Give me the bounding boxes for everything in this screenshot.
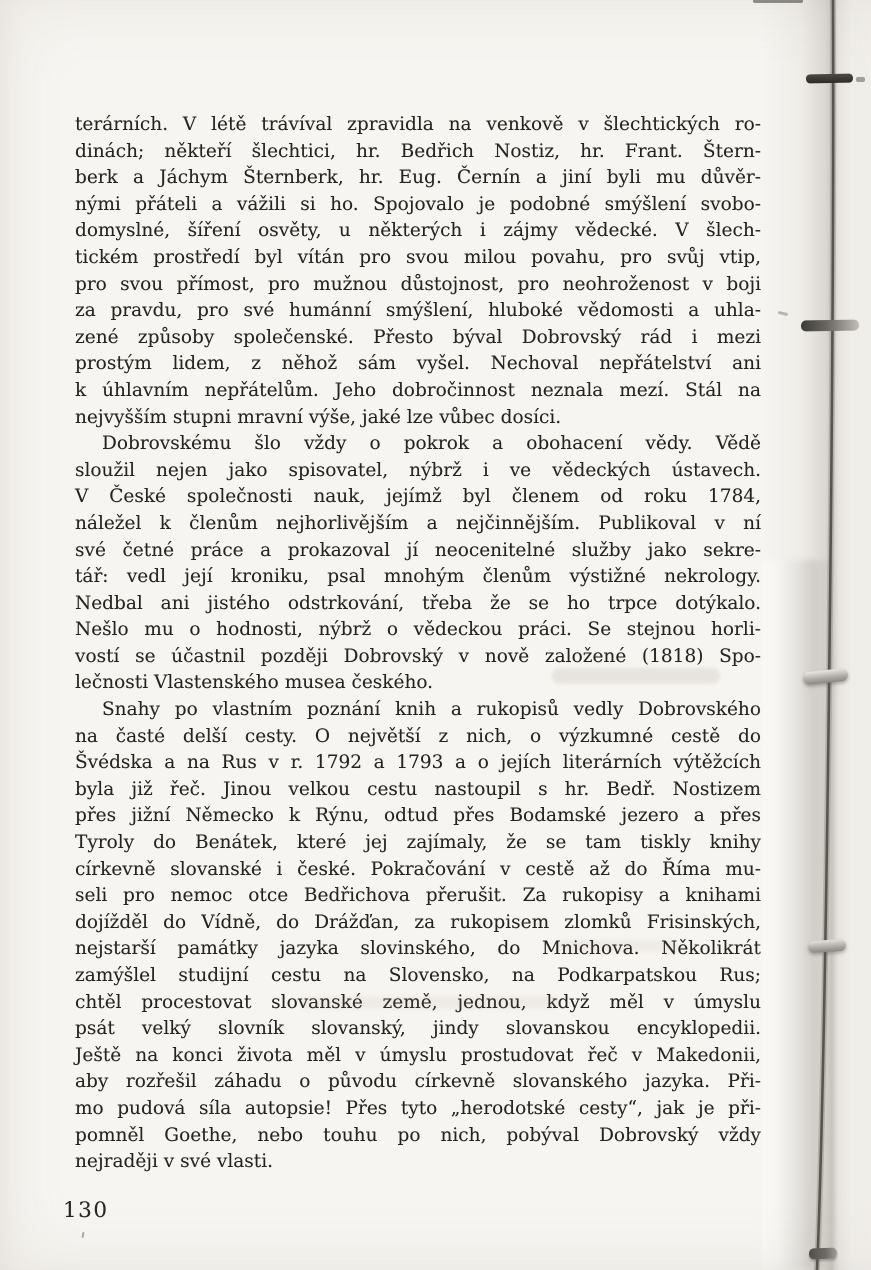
text-line: lečnosti Vlastenského musea českého. <box>75 672 434 694</box>
text-line: církevně slovanské i české. Pokračování v cestě až do Říma mu- <box>75 858 761 880</box>
ink-speck <box>81 1232 84 1238</box>
text-line: dojížděl do Vídně, do Drážďan, za rukopisem zlomků Frisinských, <box>75 911 761 933</box>
text-line: nejraději v své vlasti. <box>75 1151 274 1173</box>
binding-curl-highlight <box>762 560 832 1270</box>
binding-stitch <box>809 1248 837 1260</box>
ink-speck <box>778 311 788 316</box>
paragraph <box>75 112 761 431</box>
binding-stitch <box>806 74 853 84</box>
text-line: za pravdu, pro své humánní smýšlení, hluboké vědomosti a uhla- <box>75 300 761 322</box>
text-line: přes jižní Německo k Rýnu, odtud přes Bodamské jezero a přes <box>75 805 761 827</box>
text-line: aby rozřešil záhadu o původu církevně slovanského jazyka. Při- <box>75 1071 761 1093</box>
text-line: chtěl procestovat slovanské země, jednou, když měl v úmyslu <box>75 991 761 1013</box>
text-line: seli pro nemoc otce Bedřichova přerušit. Za rukopisy a knihami <box>75 885 761 907</box>
binding-stitch-fleck <box>856 77 865 82</box>
text-line: nými přáteli a vážili si ho. Spojovalo je podobné smýšlení svobo- <box>75 193 761 215</box>
text-line: Nedbal ani jistého odstrkování, třeba že se ho trpce dotýkalo. <box>75 592 761 614</box>
text-line: Ještě na konci života měl v úmyslu prostudovat řeč v Makedonii, <box>75 1044 761 1066</box>
text-line: byla již řeč. Jinou velkou cestu nastoupil s hr. Bedř. Nostizem <box>75 778 761 800</box>
text-line: Tyroly do Benátek, které jej zajímaly, že se tam tiskly knihy <box>75 832 761 854</box>
text-line: Dobrovskému šlo vždy o pokrok a obohacení vědy. Vědě <box>102 433 761 455</box>
binding-shadow <box>762 0 871 1270</box>
page-number: 130 <box>63 1198 109 1223</box>
text-line: své četné práce a prokazoval jí neocenitelné služby jako sekre- <box>75 539 761 561</box>
text-line: tář: vedl její kroniku, psal mnohým členům výstižné nekrology. <box>75 566 761 588</box>
text-line: náležel k členům nejhorlivějším a nejčinnějším. Publikoval v ní <box>75 512 761 534</box>
text-line: vostí se účastnil později Dobrovský v nově založené (1818) Spo- <box>75 645 761 667</box>
paragraph <box>75 431 761 697</box>
text-line: zamýšlel studijní cestu na Slovensko, na Podkarpatskou Rus; <box>75 965 761 986</box>
binding-stitch <box>802 668 848 686</box>
text-line: k úhlavním nepřátelům. Jeho dobročinnost neznala mezí. Stál na <box>75 379 761 401</box>
binding-stitch <box>801 319 859 331</box>
text-line: na časté delší cesty. O největší z nich, o výzkumné cestě do <box>75 725 761 747</box>
text-line: nejvyšším stupni mravní výše, jaké lze vůbec dosíci. <box>75 406 562 428</box>
text-line: V České společnosti nauk, jejímž byl členem od roku 1784, <box>75 486 761 508</box>
text-line: mo pudová síla autopsie! Přes tyto „herodotské cesty“, jak je při- <box>75 1097 761 1119</box>
text-line: pro svou přímost, pro mužnou důstojnost, pro neohroženost v boji <box>75 273 761 295</box>
text-line: dinách; někteří šlechtici, hr. Bedřich Nostiz, hr. Frant. Štern- <box>75 140 761 162</box>
text-line: tickém prostředí byl vítán pro svou milou povahu, pro svůj vtip, <box>75 246 761 268</box>
scan-edge-artifact <box>753 0 803 3</box>
text-line: Snahy po vlastním poznání knih a rukopisů vedly Dobrovského <box>102 699 761 721</box>
text-line: sloužil nejen jako spisovatel, nýbrž i ve vědeckých ústavech. <box>75 459 761 481</box>
text-line: zené způsoby společenské. Přesto býval Dobrovský rád i mezi <box>75 326 761 348</box>
binding-stitch <box>808 939 847 954</box>
text-line: nejstarší památky jazyka slovinského, do Mnichova. Několikrát <box>75 938 761 960</box>
text-line: prostým lidem, z něhož sám vyšel. Nechoval nepřátelství ani <box>75 353 761 375</box>
text-line: berk a Jáchym Šternberk, hr. Eug. Černín a jiní byli mu důvěr- <box>75 167 761 189</box>
text-line: terárních. V létě trávíval zpravidla na venkově v šlechtických ro- <box>75 114 761 135</box>
text-line: psát velký slovník slovanský, jindy slovanskou encyklopedii. <box>75 1018 761 1040</box>
body-text <box>75 112 761 1176</box>
text-line: pomněl Goethe, nebo touhu po nich, pobýval Dobrovský vždy <box>75 1124 761 1146</box>
text-line: Švédska a na Rus v r. 1792 a 1793 a o jejích literárních výtěžcích <box>75 752 761 774</box>
text-line: domyslné, šíření osvěty, u některých i zájmy vědecké. V šlech- <box>75 220 761 242</box>
text-line: Nešlo mu o hodnosti, nýbrž o vědeckou práci. Se stejnou horli- <box>75 619 761 641</box>
paragraph <box>75 697 761 1176</box>
